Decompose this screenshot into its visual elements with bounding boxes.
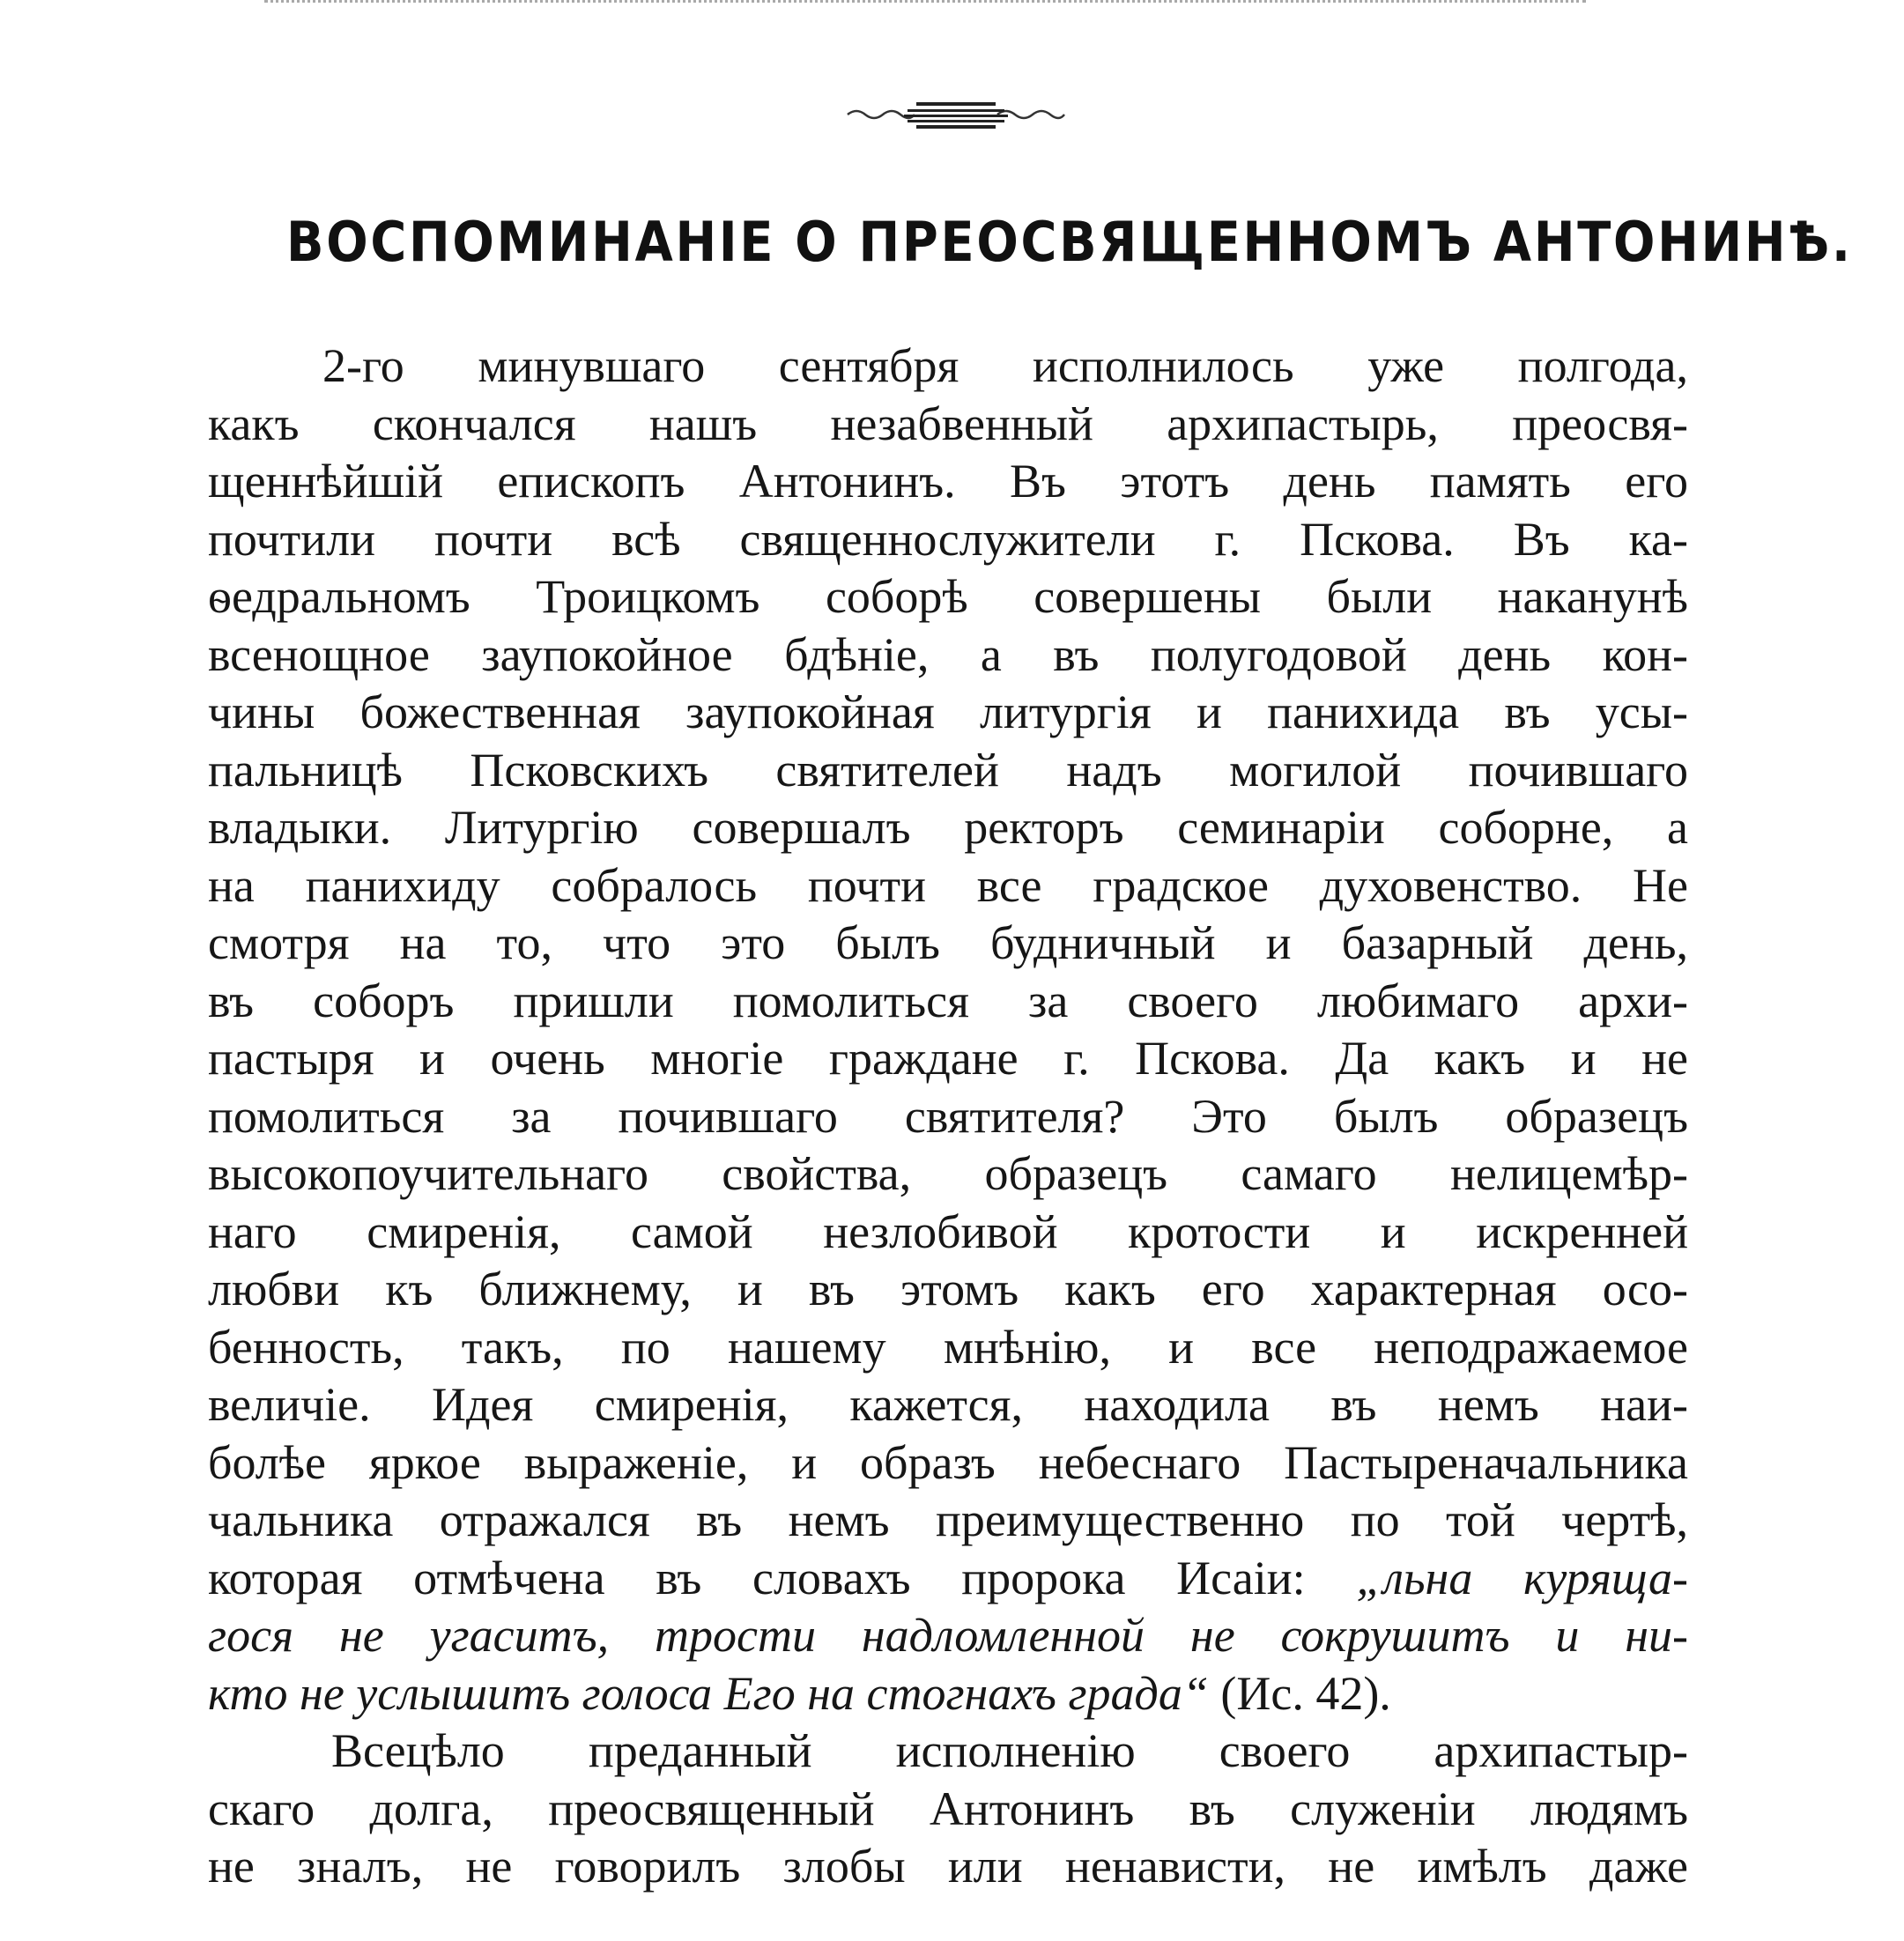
text-line: не зналъ, не говорилъ злобы или ненависти, не имѣлъ даже xyxy=(208,1840,1688,1893)
text-line: Всецѣло преданный исполненію своего архипастыр- xyxy=(331,1724,1688,1777)
text-line: владыки. Литургію совершалъ ректоръ семинаріи соборне, а xyxy=(208,801,1688,854)
quote-line: гося не угаситъ, трости надломленной не сокрушитъ и ни- xyxy=(208,1609,1688,1662)
text-line: любви къ ближнему, и въ этомъ какъ его характерная осо- xyxy=(208,1263,1688,1315)
article-title: ВОСПОМИНАНІЕ О ПРЕОСВЯЩЕННОМЪ АНТОНИНѢ. xyxy=(286,210,1853,274)
text-line: величіе. Идея смиренія, кажется, находила въ немъ наи- xyxy=(208,1378,1688,1431)
text-line xyxy=(208,1550,1688,1608)
text-line: чины божественная заупокойная литургія и панихида въ усы- xyxy=(208,685,1688,738)
text-line: пастыря и очень многіе граждане г. Пскова. Да какъ и не xyxy=(208,1032,1688,1085)
text-fragment: которая отмѣчена въ словахъ пророка Исаіи: xyxy=(208,1551,1306,1604)
text-fragment: болѣе яркое выраженіе, и образъ небеснаго Пастыреначальника xyxy=(208,1435,1688,1489)
text-line: на панихиду собралось почти все градское духовенство. Не xyxy=(208,858,1688,912)
decorative-ornament-icon xyxy=(846,95,1066,134)
text-line: ѳедральномъ Троицкомъ соборѣ совершены были наканунѣ xyxy=(208,570,1688,623)
text-line: скаго долга, преосвященный Антонинъ въ служеніи людямъ xyxy=(208,1782,1688,1835)
text-line: смотря на то, что это былъ будничный и базарный день, xyxy=(208,916,1688,969)
text-line: всенощное заупокойное бдѣніе, а въ полугодовой день кон- xyxy=(208,627,1688,681)
top-page-edge-rule xyxy=(264,0,1586,8)
quote-fragment: кто не услышитъ голоса Его на стогнахъ града“ xyxy=(208,1666,1209,1720)
text-line: въ соборъ пришли помолиться за своего любимаго архи- xyxy=(208,974,1688,1027)
text-line: какъ скончался нашъ незабвенный архипастырь, преосвя- xyxy=(208,396,1688,450)
text-line: помолиться за почившаго святителя? Это былъ образецъ xyxy=(208,1089,1688,1143)
text-line: пальницѣ Псковскихъ святителей надъ могилой почившаго xyxy=(208,743,1688,796)
scripture-reference: (Ис. 42). xyxy=(1220,1666,1391,1720)
text-line: чальника отражался въ немъ преимущественно по той чертѣ, xyxy=(208,1493,1688,1546)
text-line: щеннѣйшій епископъ Антонинъ. Въ этотъ день память его xyxy=(208,455,1688,507)
text-line: 2-го минувшаго сентября исполнилось уже полгода, xyxy=(322,339,1688,392)
quote-line xyxy=(208,1665,1688,1723)
text-line: высокопоучительнаго свойства, образецъ самаго нелицемѣр- xyxy=(208,1147,1688,1200)
text-line xyxy=(208,1434,1688,1493)
text-line: почтили почти всѣ священнослужители г. Пскова. Въ ка- xyxy=(208,512,1688,566)
quote-fragment: „льна куряща- xyxy=(1356,1551,1688,1604)
text-line: наго смиренія, самой незлобивой кротости и искренней xyxy=(208,1204,1688,1258)
article-body xyxy=(208,337,1688,1896)
text-line: бенность, такъ, по нашему мнѣнію, и все неподражаемое xyxy=(208,1320,1688,1374)
